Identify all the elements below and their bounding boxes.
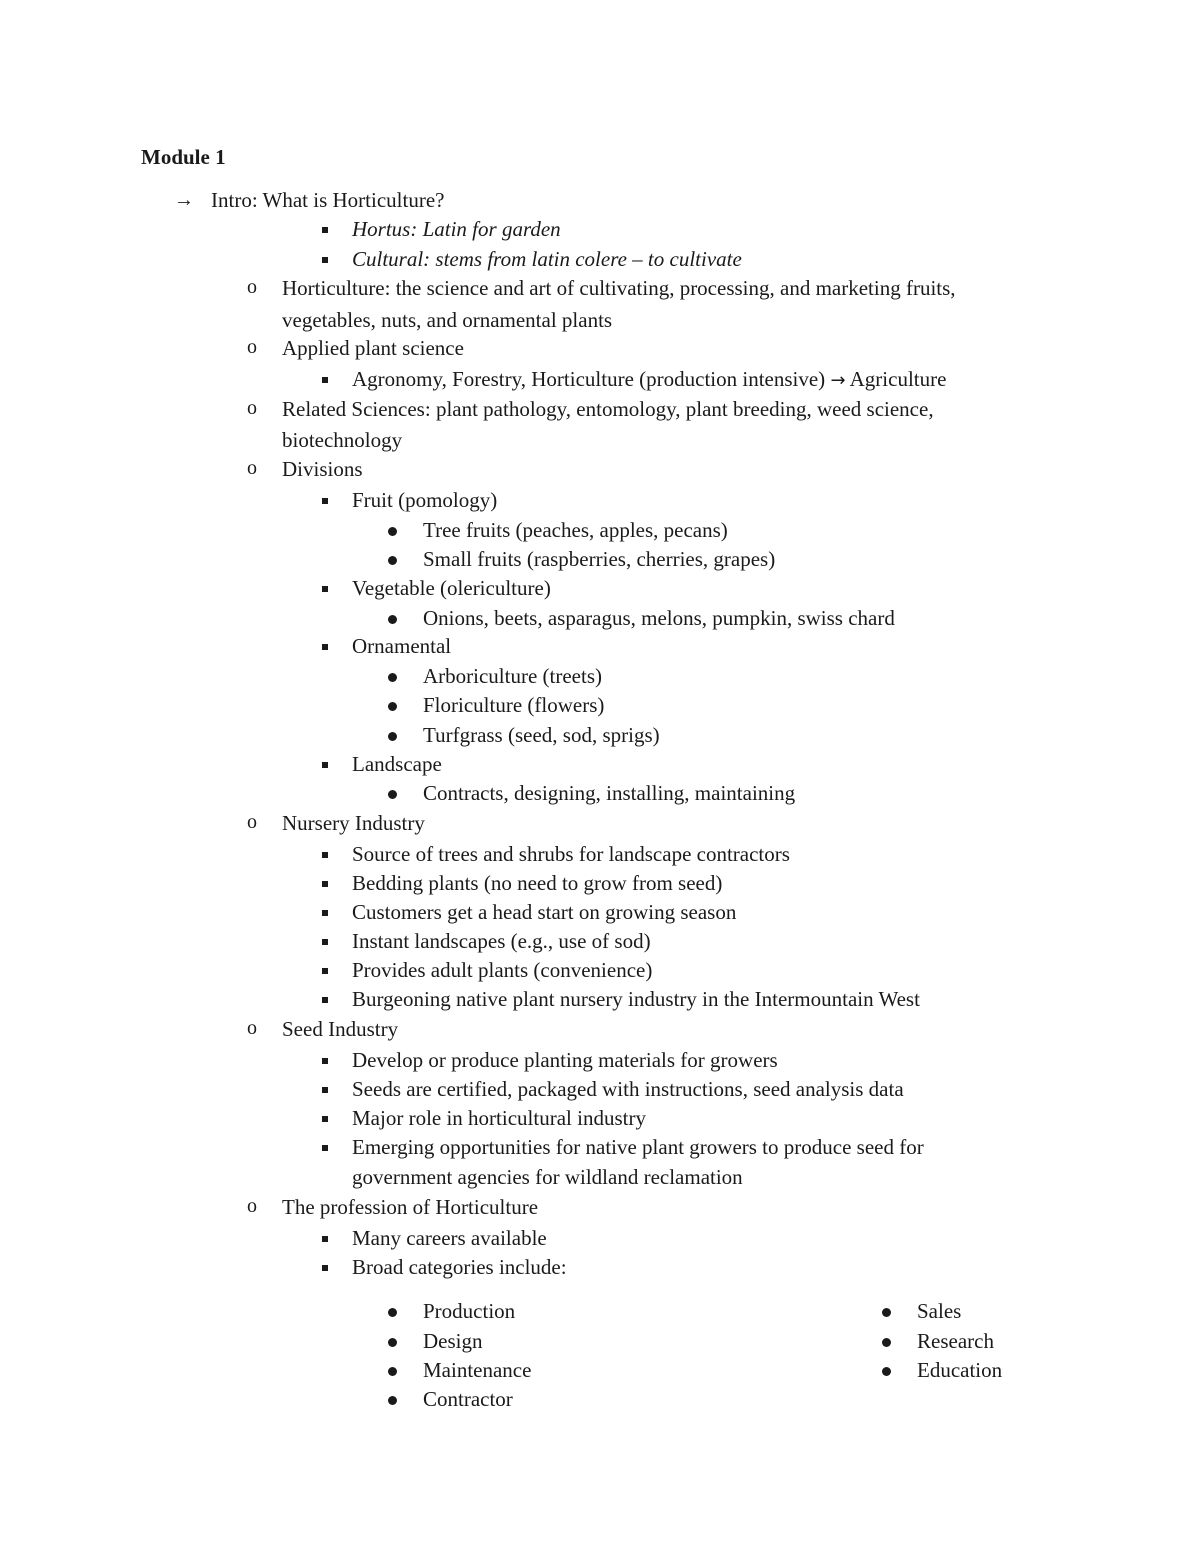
square-bullet-icon: [322, 586, 328, 592]
list-item: Onions, beets, asparagus, melons, pumpkin, swiss chard: [423, 606, 895, 630]
division-landscape: Landscape: [352, 752, 442, 776]
division-vegetable: Vegetable (olericulture): [352, 576, 551, 600]
circle-bullet-icon: o: [247, 1017, 257, 1039]
category-item: Design: [423, 1329, 483, 1353]
divisions-heading: Divisions: [282, 457, 363, 481]
square-bullet-icon: [322, 1145, 328, 1151]
circle-bullet-icon: o: [247, 811, 257, 833]
circle-bullet-icon: o: [247, 336, 257, 358]
seed-heading: Seed Industry: [282, 1017, 399, 1041]
square-bullet-icon: [322, 939, 328, 945]
category-item: Contractor: [423, 1387, 513, 1411]
dot-bullet-icon: [882, 1338, 891, 1347]
category-item: Production: [423, 1299, 516, 1323]
dot-bullet-icon: [882, 1367, 891, 1376]
applied-item-target: Agriculture: [849, 367, 947, 391]
square-bullet-icon: [322, 257, 328, 263]
dot-bullet-icon: [388, 702, 397, 711]
intro-heading: Intro: What is Horticulture?: [211, 188, 445, 212]
dot-bullet-icon: [388, 732, 397, 741]
square-bullet-icon: [322, 852, 328, 858]
circle-bullet-icon: o: [247, 457, 257, 479]
dot-bullet-icon: [388, 1367, 397, 1376]
list-item: Contracts, designing, installing, maintaining: [423, 781, 796, 805]
dot-bullet-icon: [388, 790, 397, 799]
square-bullet-icon: [322, 498, 328, 504]
square-bullet-icon: [322, 762, 328, 768]
square-bullet-icon: [322, 910, 328, 916]
etymology-hortus: Hortus: Latin for garden: [352, 217, 561, 241]
dot-bullet-icon: [882, 1308, 891, 1317]
list-item: Emerging opportunities for native plant growers to produce seed for: [352, 1135, 924, 1159]
dot-bullet-icon: [388, 527, 397, 536]
list-item: Broad categories include:: [352, 1255, 567, 1279]
list-item: Many careers available: [352, 1226, 547, 1250]
right-arrow-icon: →: [830, 370, 846, 391]
list-item: Develop or produce planting materials for growers: [352, 1048, 778, 1072]
page-title: Module 1: [141, 145, 226, 169]
list-item: Small fruits (raspberries, cherries, grapes): [423, 547, 776, 571]
profession-heading: The profession of Horticulture: [282, 1195, 539, 1219]
circle-bullet-icon: o: [247, 397, 257, 419]
dot-bullet-icon: [388, 1338, 397, 1347]
square-bullet-icon: [322, 644, 328, 650]
applied-item: [352, 366, 946, 394]
list-item: Floriculture (flowers): [423, 693, 605, 717]
category-item: Sales: [917, 1299, 962, 1323]
square-bullet-icon: [322, 377, 328, 383]
arrow-bullet-icon: →: [174, 189, 194, 211]
list-item: Instant landscapes (e.g., use of sod): [352, 929, 651, 953]
category-item: Education: [917, 1358, 1003, 1382]
dot-bullet-icon: [388, 1308, 397, 1317]
circle-bullet-icon: o: [247, 276, 257, 298]
square-bullet-icon: [322, 1116, 328, 1122]
dot-bullet-icon: [388, 615, 397, 624]
list-item: Bedding plants (no need to grow from seed): [352, 871, 723, 895]
related-line-1: Related Sciences: plant pathology, entomology, plant breeding, weed science,: [282, 397, 934, 421]
square-bullet-icon: [322, 968, 328, 974]
definition-line-1: Horticulture: the science and art of cultivating, processing, and marketing fruits,: [282, 276, 956, 300]
circle-bullet-icon: o: [247, 1195, 257, 1217]
category-item: Research: [917, 1329, 994, 1353]
square-bullet-icon: [322, 1236, 328, 1242]
list-item: Tree fruits (peaches, apples, pecans): [423, 518, 728, 542]
list-item-continuation: government agencies for wildland reclamation: [352, 1165, 743, 1189]
related-line-2: biotechnology: [282, 428, 403, 452]
square-bullet-icon: [322, 881, 328, 887]
list-item: Source of trees and shrubs for landscape contractors: [352, 842, 790, 866]
applied-item-text: Agronomy, Forestry, Horticulture (production intensive): [352, 367, 826, 391]
etymology-cultural: Cultural: stems from latin colere – to cultivate: [352, 247, 742, 271]
square-bullet-icon: [322, 997, 328, 1003]
square-bullet-icon: [322, 227, 328, 233]
list-item: Burgeoning native plant nursery industry in the Intermountain West: [352, 987, 920, 1011]
definition-line-2: vegetables, nuts, and ornamental plants: [282, 308, 613, 332]
list-item: Arboriculture (treets): [423, 664, 603, 688]
dot-bullet-icon: [388, 673, 397, 682]
applied-heading: Applied plant science: [282, 336, 464, 360]
list-item: Major role in horticultural industry: [352, 1106, 646, 1130]
category-item: Maintenance: [423, 1358, 532, 1382]
list-item: Seeds are certified, packaged with instructions, seed analysis data: [352, 1077, 904, 1101]
square-bullet-icon: [322, 1087, 328, 1093]
list-item: Customers get a head start on growing season: [352, 900, 737, 924]
division-ornamental: Ornamental: [352, 634, 452, 658]
list-item: Turfgrass (seed, sod, sprigs): [423, 723, 660, 747]
dot-bullet-icon: [388, 556, 397, 565]
division-fruit: Fruit (pomology): [352, 488, 498, 512]
square-bullet-icon: [322, 1265, 328, 1271]
list-item: Provides adult plants (convenience): [352, 958, 653, 982]
dot-bullet-icon: [388, 1396, 397, 1405]
nursery-heading: Nursery Industry: [282, 811, 425, 835]
square-bullet-icon: [322, 1058, 328, 1064]
